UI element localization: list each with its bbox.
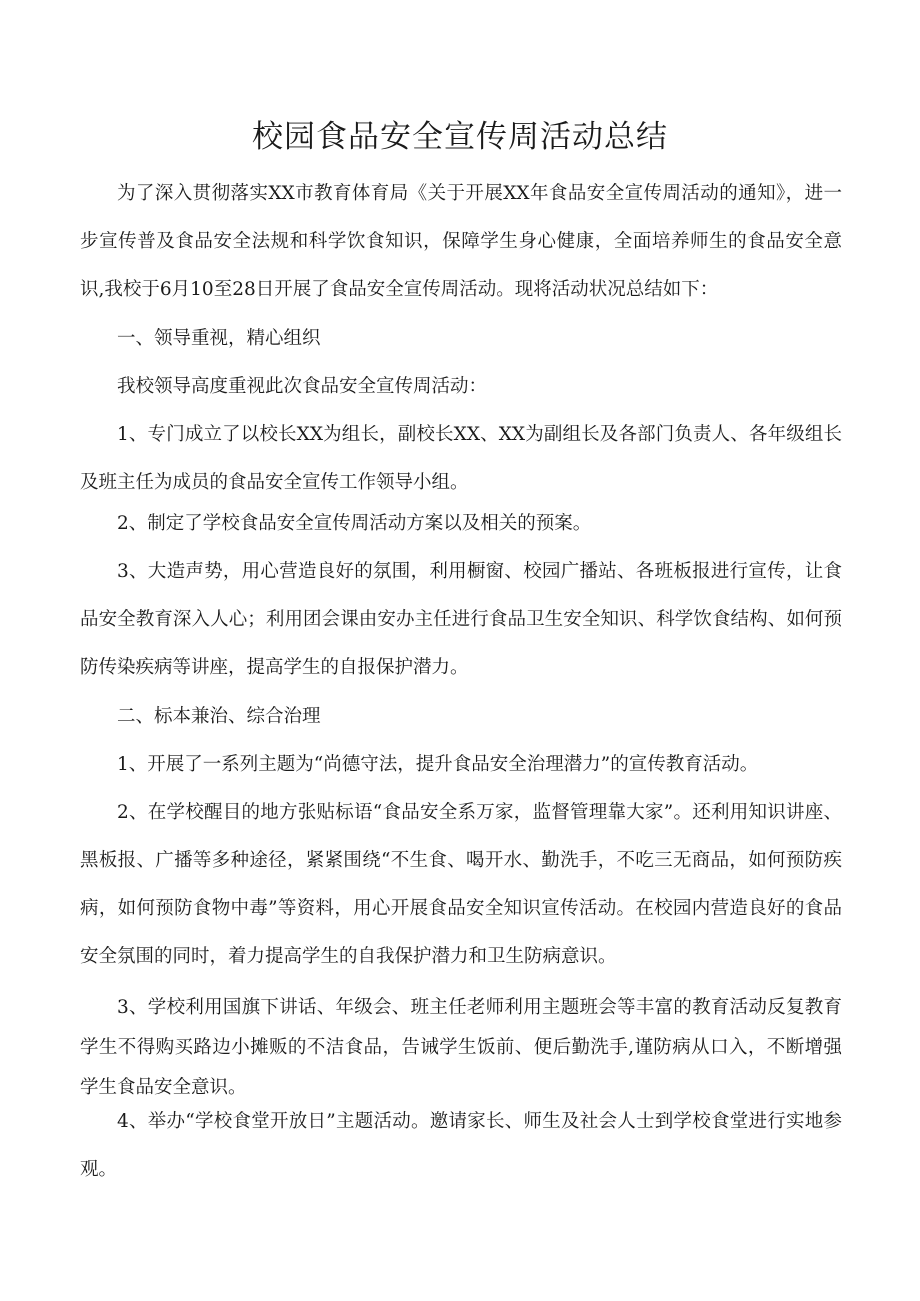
list-item: 3、大造声势，用心营造良好的氛围，利用橱窗、校园广播站、各班板报进行宣传，让食品安全教育深入人心；利用团会课由安办主任进行食品卫生安全知识、科学饮食结构、如何预防传染疾病等讲座，提高学生的自报保护潜力。 <box>80 561 842 678</box>
section-heading-1: 一、领导重视，精心组织 <box>117 328 321 349</box>
list-item: 2、在学校醒目的地方张贴标语“食品安全系万家，监督管理靠大家”。还利用知识讲座、黑板报、广播等多种途径，紧紧围绕“不生食、喝开水、勤洗手，不吃三无商品，如何预防疾病，如何预防食物中毒”等资料，用心开展食品安全知识宣传活动。在校园内营造良好的食品安全氛围的同时，着力提高学生的自我保护潜力和卫生防病意识。 <box>80 802 842 967</box>
list-item: 1、专门成立了以校长XX为组长，副校长XX、XX为副组长及各部门负责人、各年级组长及班主任为成员的食品安全宣传工作领导小组。 <box>80 424 842 493</box>
paragraph: 我校领导高度重视此次食品安全宣传周活动： <box>117 376 488 397</box>
intro-paragraph: 为了深入贯彻落实XX市教育体育局《关于开展XX年食品安全宣传周活动的通知》，进一步宣传普及食品安全法规和科学饮食知识，保障学生身心健康，全面培养师生的食品安全意识,我校于6月10至28日开展了食品安全宣传周活动。现将活动状况总结如下： <box>80 183 842 300</box>
list-item: 1、开展了一系列主题为“尚德守法，提升食品安全治理潜力”的宣传教育活动。 <box>117 754 759 775</box>
document-title: 校园食品安全宣传周活动总结 <box>252 119 668 155</box>
list-item: 2、制定了学校食品安全宣传周活动方案以及相关的预案。 <box>117 513 592 534</box>
section-heading-2: 二、标本兼治、综合治理 <box>117 706 321 727</box>
list-item: 4、举办“学校食堂开放日”主题活动。邀请家长、师生及社会人士到学校食堂进行实地参观。 <box>80 1111 842 1180</box>
list-item: 3、学校利用国旗下讲话、年级会、班主任老师利用主题班会等丰富的教育活动反复教育学生不得购买路边小摊贩的不洁食品，告诫学生饭前、便后勤洗手,谨防病从口入，不断增强学生食品安全意识。 <box>80 997 842 1098</box>
